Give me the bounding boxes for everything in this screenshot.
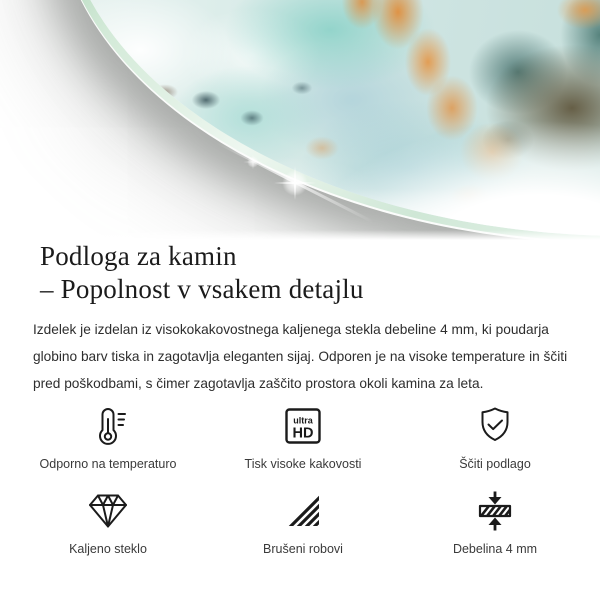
polished-edges-icon <box>282 488 324 534</box>
feature-label: Brušeni robovi <box>263 542 343 556</box>
svg-text:ultra: ultra <box>293 415 313 426</box>
feature-print-quality <box>183 403 423 471</box>
svg-text:HD: HD <box>292 425 314 442</box>
diamond-icon <box>86 488 130 534</box>
feature-label: Ščiti podlago <box>459 457 531 471</box>
ultra-hd-icon <box>283 403 323 449</box>
feature-temperature <box>33 403 183 471</box>
thermometer-icon <box>87 403 129 449</box>
thickness-icon <box>474 488 516 534</box>
product-description: Izdelek je izdelan iz visokokakovostnega kaljenega stekla debeline 4 mm, ki poudarja globino barv tiska in zagotavlja eleganten sijaj. Odporen je na visoke temperature in ščiti pred poškodbami, s čimer zagotavlja zaščito prostora okoli kamina za leta. <box>33 322 568 391</box>
feature-label: Debelina 4 mm <box>452 542 538 556</box>
shield-check-icon <box>474 403 516 449</box>
feature-label: Kaljeno steklo <box>69 542 147 556</box>
feature-label: Tisk visoke kakovosti <box>244 457 362 471</box>
feature-grid <box>33 403 567 556</box>
product-description-section <box>0 240 600 556</box>
feature-polished-edges <box>183 488 423 556</box>
page-title: Podloga za kamin – Popolnost v vsakem detajlu <box>40 241 364 304</box>
product-image <box>0 0 600 240</box>
feature-thickness <box>423 488 567 556</box>
feature-label: Odporno na temperaturo <box>39 457 177 471</box>
feature-tempered-glass <box>33 488 183 556</box>
feature-protection <box>423 403 567 471</box>
